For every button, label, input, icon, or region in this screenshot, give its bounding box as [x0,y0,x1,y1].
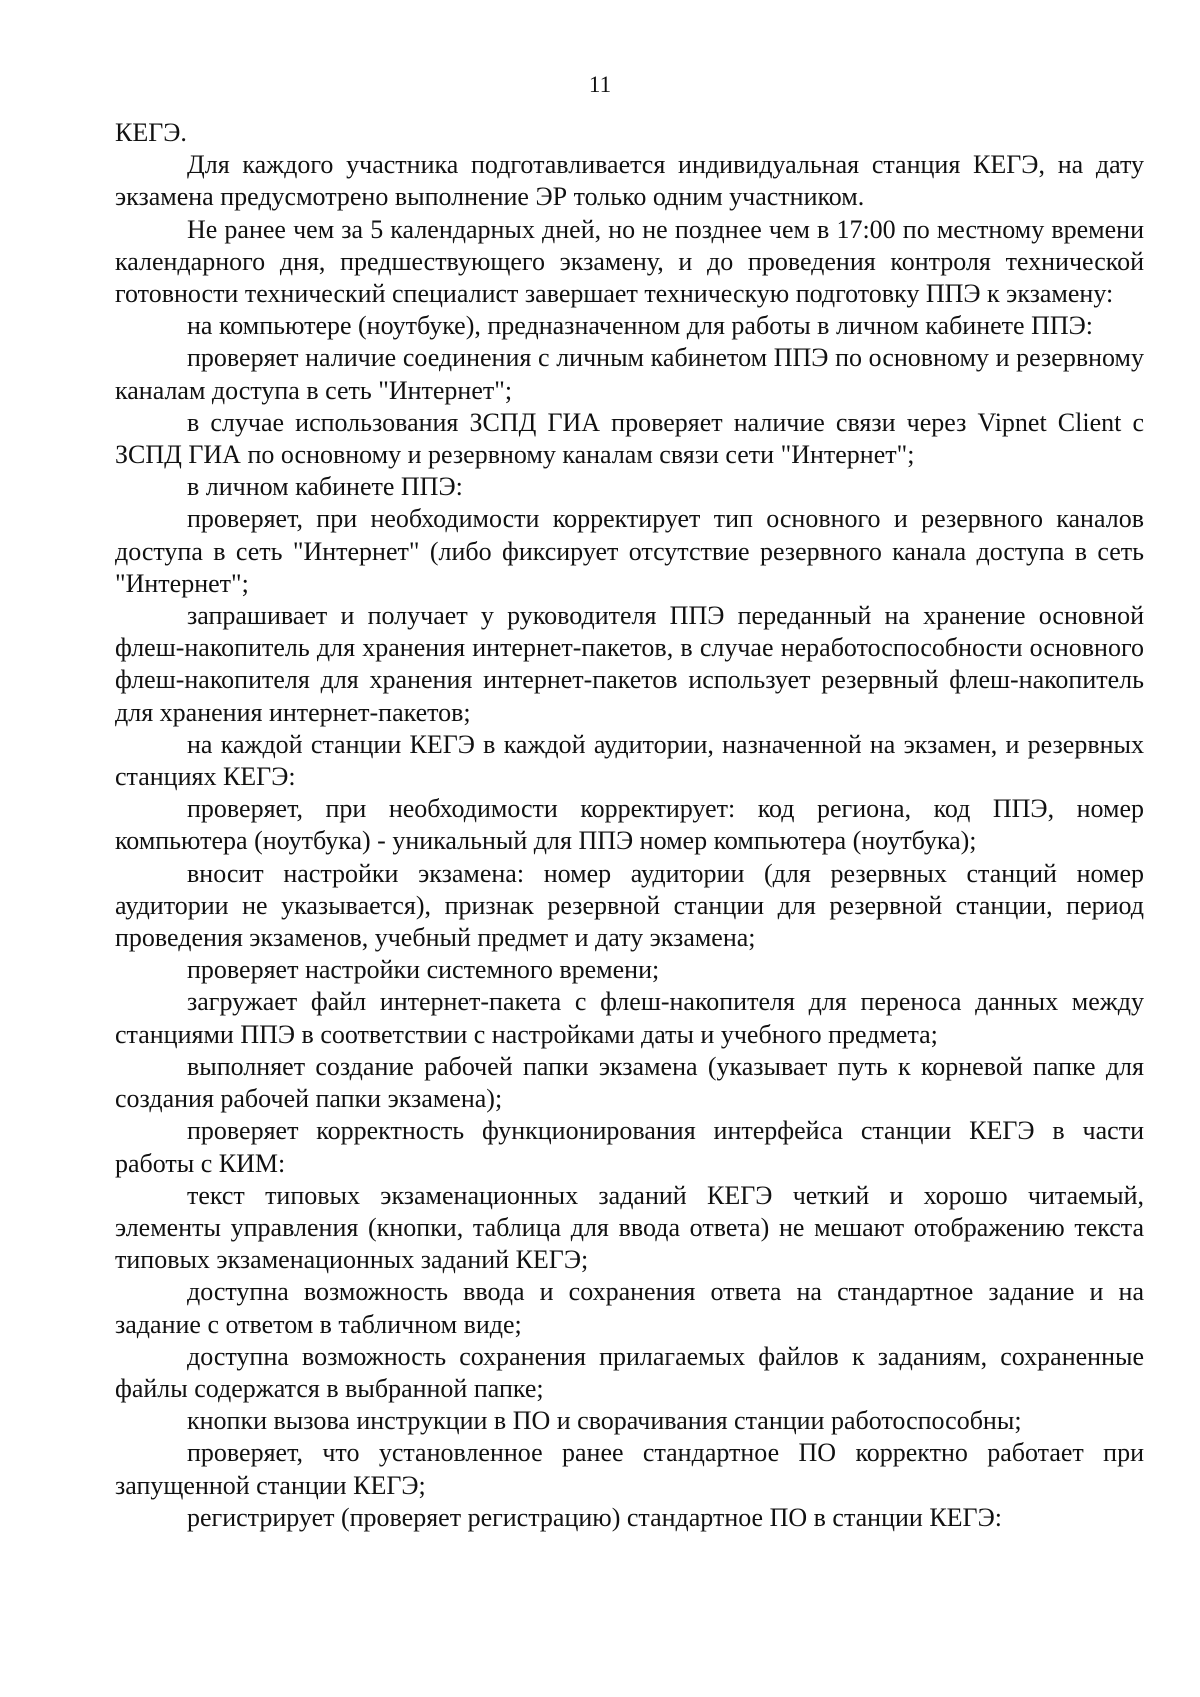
paragraph: текст типовых экзаменационных заданий КЕГЭ четкий и хорошо читаемый, элементы управления (кнопки, таблица для ввода ответа) не мешают отображению текста типовых экзаменационных заданий КЕГЭ; [115,1180,1144,1275]
paragraph: проверяет, при необходимости корректирует: код региона, код ППЭ, номер компьютера (ноутбука) - уникальный для ППЭ номер компьютера (ноутбука); [115,794,1144,856]
paragraph: кнопки вызова инструкции в ПО и сворачивания станции работоспособны; [187,1406,1022,1436]
paragraph: проверяет корректность функционирования интерфейса станции КЕГЭ в части работы с КИМ: [115,1116,1144,1178]
paragraph: проверяет, при необходимости корректирует тип основного и резервного каналов доступа в сеть "Интернет" (либо фиксирует отсутствие резервного канала доступа в сеть "Интернет"; [115,504,1144,598]
paragraph: регистрирует (проверяет регистрацию) стандартное ПО в станции КЕГЭ: [187,1502,1002,1532]
paragraph: вносит настройки экзамена: номер аудитории (для резервных станций номер аудитории не указывается), признак резервной станции для резервной станции, период проведения экзаменов, учебный предмет и дату экзамена; [115,858,1144,953]
document-body [115,117,1144,1534]
paragraph: на компьютере (ноутбуке), предназначенном для работы в личном кабинете ППЭ: [187,311,1094,341]
paragraph: проверяет наличие соединения с личным кабинетом ППЭ по основному и резервному каналам доступа в сеть "Интернет"; [115,343,1144,405]
paragraph: запрашивает и получает у руководителя ППЭ переданный на хранение основной флеш-накопитель для хранения интернет-пакетов, в случае неработоспособности основного флеш-накопителя для хранения интернет-пакетов использует резервный флеш-накопитель для хранения интернет-пакетов; [115,601,1144,727]
paragraph: выполняет создание рабочей папки экзамена (указывает путь к корневой папке для создания рабочей папки экзамена); [115,1051,1144,1114]
paragraph: доступна возможность сохранения прилагаемых файлов к заданиям, сохраненные файлы содержатся в выбранной папке; [115,1341,1144,1403]
paragraph-continuation: КЕГЭ. [115,118,187,147]
paragraph: загружает файл интернет-пакета с флеш-накопителя для переноса данных между станциями ППЭ в соответствии с настройками даты и учебного предмета; [115,987,1144,1049]
paragraph: в случае использования ЗСПД ГИА проверяет наличие связи через Vipnet Client с ЗСПД ГИА по основному и резервному каналам связи сети "Интернет"; [115,407,1144,470]
page-number: 11 [588,72,612,97]
paragraph: доступна возможность ввода и сохранения ответа на стандартное задание и на задание с ответом в табличном виде; [115,1277,1144,1339]
paragraph: Для каждого участника подготавливается индивидуальная станция КЕГЭ, на дату экзамена предусмотрено выполнение ЭР только одним участником. [115,150,1144,212]
paragraph: проверяет, что установленное ранее стандартное ПО корректно работает при запущенной станции КЕГЭ; [115,1438,1144,1500]
paragraph: на каждой станции КЕГЭ в каждой аудитории, назначенной на экзамен, и резервных станциях КЕГЭ: [115,729,1144,792]
paragraph: Не ранее чем за 5 календарных дней, но не позднее чем в 17:00 по местному времени календарного дня, предшествующего экзамену, и до проведения контроля технической готовности технический специалист завершает техническую подготовку ППЭ к экзамену: [115,214,1144,309]
paragraph: в личном кабинете ППЭ: [187,472,463,502]
paragraph: проверяет настройки системного времени; [187,955,660,985]
